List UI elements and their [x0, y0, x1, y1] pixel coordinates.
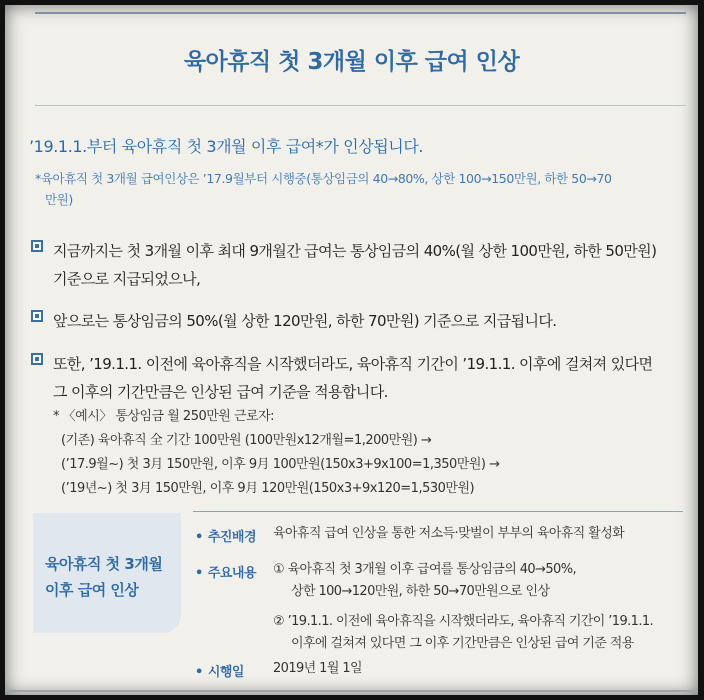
lead-sentence: ’19.1.1.부터 육아휴직 첫 3개월 이후 급여*가 인상됩니다. — [29, 137, 424, 156]
summary-row-line: 상한 100→120만원, 하한 50→70만원으로 인상 — [291, 584, 550, 599]
summary-row-label: • 추진배경 — [195, 526, 256, 545]
summary-row-label: • 주요내용 — [195, 562, 256, 581]
document-page — [5, 5, 698, 695]
square-bullet-icon — [31, 310, 43, 322]
summary-title-line: 육아휴직 첫 3개월 — [45, 555, 163, 573]
bullet-item — [31, 237, 676, 293]
bullet-line: 앞으로는 통상임금의 50%(월 상한 120만원, 하한 70만원) 기준으로 지급됩니다. — [53, 312, 557, 330]
summary-title-box — [33, 513, 181, 633]
bullet-line: 기준으로 지급되었으나, — [53, 270, 201, 288]
bullet-line: 지금까지는 첫 3개월 이후 최대 9개월간 급여는 통상임금의 40%(월 상한 100만원, 하한 50만원) — [53, 242, 657, 260]
example-line: (기존) 육아휴직 全 기간 100만원 (100만원x12개월=1,200만원) → — [61, 433, 432, 448]
footnote-line: 만원) — [45, 192, 73, 207]
top-divider — [35, 12, 686, 14]
example-heading: * 〈예시〉 통상임금 월 250만원 근로자: — [53, 409, 275, 424]
bullet-line: 그 이후의 기간만큼은 인상된 급여 기준을 적용합니다. — [53, 383, 388, 401]
example-block — [53, 405, 500, 501]
example-line: (’17.9월~) 첫 3月 150만원, 이후 9月 100만원(150x3+9x100=1,350만원) → — [61, 457, 500, 472]
summary-row-line: ① 육아휴직 첫 3개월 이후 급여를 통상임금의 40→50%, — [273, 562, 576, 577]
summary-title-line: 이후 급여 인상 — [45, 581, 139, 599]
square-bullet-icon — [31, 240, 43, 252]
summary-row-text — [273, 658, 362, 680]
summary-row-label: • 시행일 — [195, 661, 244, 680]
bullet-item — [31, 350, 676, 406]
summary-divider — [193, 511, 683, 512]
footnote-line: *육아휴직 첫 3개월 급여인상은 ’17.9월부터 시행중(통상임금의 40→80%, 상한 100→150만원, 하한 50→70 — [35, 171, 612, 186]
footnote — [35, 168, 675, 210]
page-title: 육아휴직 첫 3개월 이후 급여 인상 — [183, 49, 520, 75]
summary-row-line: 이후에 걸쳐져 있다면 그 이후 기간만큼은 인상된 급여 기준 적용 — [291, 636, 634, 651]
summary-title — [45, 551, 162, 603]
bottom-divider — [5, 690, 698, 692]
square-bullet-icon — [31, 353, 43, 365]
bullet-item — [31, 307, 676, 335]
title-divider — [35, 105, 686, 106]
summary-row-line: 2019년 1월 1일 — [273, 661, 362, 676]
bullet-line: 또한, ’19.1.1. 이전에 육아휴직을 시작했더라도, 육아휴직 기간이 ’19.1.1. 이후에 걸쳐져 있다면 — [53, 355, 653, 373]
summary-row-text — [273, 559, 653, 655]
summary-row-line: ② ’19.1.1. 이전에 육아휴직을 시작했더라도, 육아휴직 기간이 ’19.1.1. — [273, 614, 654, 629]
summary-row-line: 육아휴직 급여 인상을 통한 저소득·맞벌이 부부의 육아휴직 활성화 — [273, 526, 625, 541]
example-line: (’19년~) 첫 3月 150만원, 이후 9月 120만원(150x3+9x120=1,530만원) — [61, 481, 475, 496]
summary-row-text — [273, 523, 624, 545]
